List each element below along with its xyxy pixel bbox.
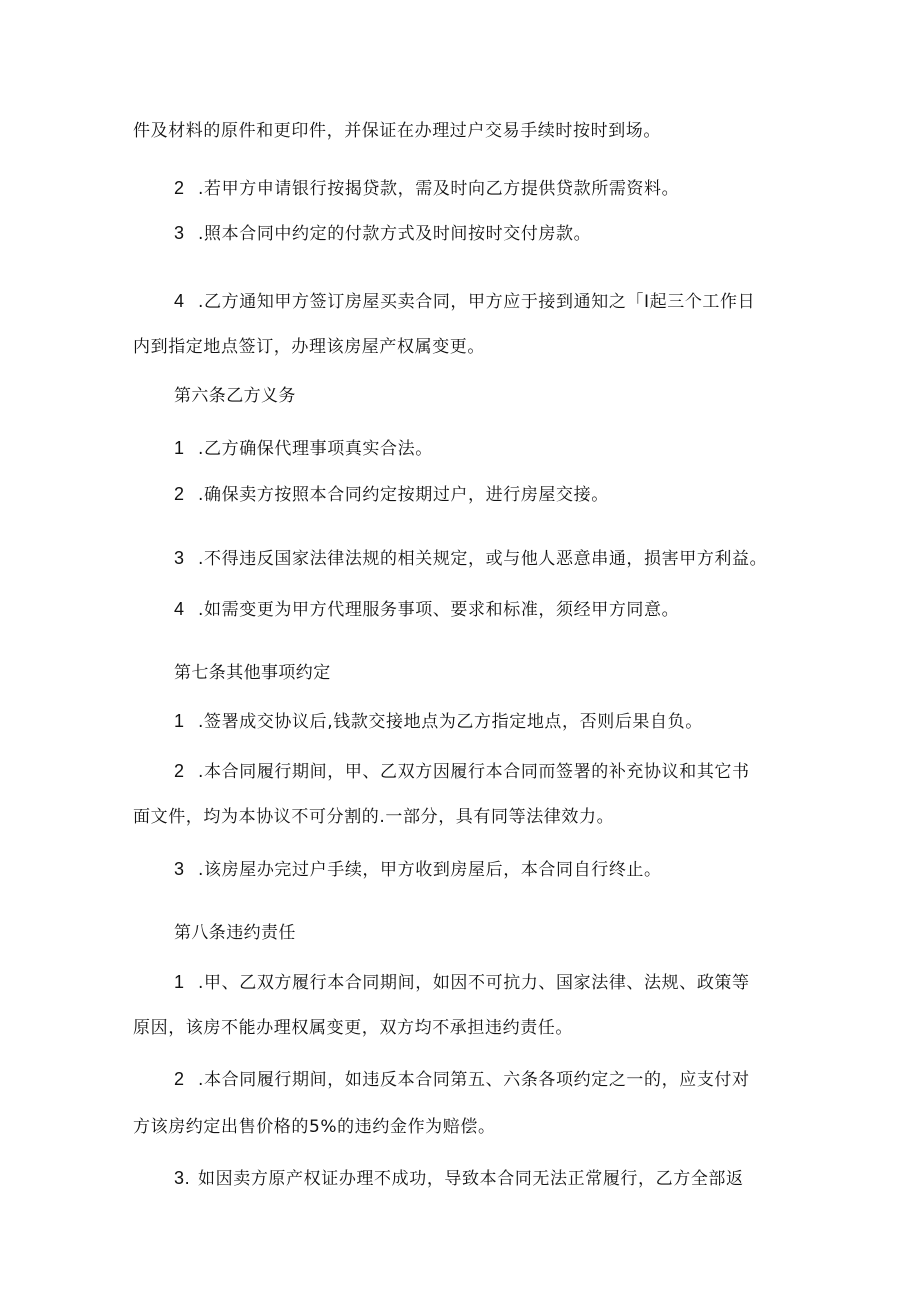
clause-number: 4 [174, 599, 185, 619]
clause-number: 1 [174, 438, 185, 458]
line-text: 方该房约定出售价格的5%的违约金作为赔偿。 [133, 1117, 496, 1137]
clause-item-4 [174, 289, 755, 314]
clause-text: 如因卖方原产权证办理不成功，导致本合同无法正常履行，乙方全部返 [198, 1169, 744, 1189]
clause-text: .甲、乙双方履行本合同期间，如因不可抗力、国家法律、法规、政策等 [198, 973, 750, 993]
clause-item-1 [174, 436, 433, 461]
clause-text: .该房屋办完过户手续，甲方收到房屋后，本合同自行终止。 [198, 860, 662, 880]
clause-text: .乙方确保代理事项真实合法。 [198, 439, 433, 459]
clause-number: 2 [174, 761, 185, 781]
section-heading-article-8 [174, 921, 296, 945]
clause-item-2 [174, 1067, 750, 1092]
line-text: 面文件，均为本协议不可分割的.一部分，具有同等法律效力。 [133, 807, 615, 827]
clause-item-3 [174, 221, 591, 246]
clause-item-2 [174, 759, 750, 784]
clause-number: 2 [174, 1069, 185, 1089]
clause-text: .照本合同中约定的付款方式及时间按时交付房款。 [198, 224, 592, 244]
paragraph-continuation-line [133, 335, 485, 359]
clause-text: .如需变更为甲方代理服务事项、要求和标准，须经甲方同意。 [198, 600, 680, 620]
clause-number: 1 [174, 972, 185, 992]
clause-item-3 [174, 1166, 744, 1191]
clause-number: 3 [174, 223, 185, 243]
heading-text: 第八条违约责任 [174, 923, 296, 943]
clause-item-3 [174, 857, 662, 882]
clause-item-2 [174, 482, 609, 507]
clause-text: .确保卖方按照本合同约定按期过户，进行房屋交接。 [198, 485, 609, 505]
clause-text: .签署成交协议后,钱款交接地点为乙方指定地点，否则后果自负。 [198, 712, 703, 732]
clause-number: 3 [174, 859, 185, 879]
line-text: 件及材料的原件和更印件，并保证在办理过户交易手续时按时到场。 [133, 121, 661, 141]
clause-item-3 [174, 546, 767, 571]
paragraph-continuation-line [133, 805, 614, 829]
clause-text: .不得违反国家法律法规的相关规定，或与他人恶意串通，损害甲方利益。 [198, 549, 768, 569]
heading-text: 第七条其他事项约定 [174, 663, 331, 683]
heading-text: 第六条乙方义务 [174, 386, 296, 406]
clause-item-2 [174, 176, 679, 201]
clause-item-1 [174, 970, 750, 995]
clause-number: 3 [174, 548, 185, 568]
clause-number: 3. [174, 1168, 191, 1188]
clause-number: 2 [174, 484, 185, 504]
section-heading-article-7 [174, 661, 331, 685]
clause-text: .乙方通知甲方签订房屋买卖合同，甲方应于接到通知之「I起三个工作日 [198, 292, 756, 312]
clause-text: .本合同履行期间，甲、乙双方因履行本合同而签署的补充协议和其它书 [198, 762, 750, 782]
line-text: 原因，该房不能办理权属变更，双方均不承担违约责任。 [133, 1018, 573, 1038]
section-heading-article-6 [174, 384, 296, 408]
clause-number: 1 [174, 711, 185, 731]
clause-number: 4 [174, 291, 185, 311]
clause-number: 2 [174, 178, 185, 198]
clause-item-1 [174, 709, 703, 734]
clause-item-4 [174, 597, 679, 622]
paragraph-continuation-line [133, 1115, 496, 1139]
clause-text: .本合同履行期间，如违反本合同第五、六条各项约定之一的，应支付对 [198, 1070, 750, 1090]
paragraph-continuation-line [133, 119, 661, 143]
paragraph-continuation-line [133, 1016, 573, 1040]
line-text: 内到指定地点签订，办理该房屋产权属变更。 [133, 337, 485, 357]
clause-text: .若甲方申请银行按揭贷款，需及时向乙方提供贷款所需资料。 [198, 179, 680, 199]
